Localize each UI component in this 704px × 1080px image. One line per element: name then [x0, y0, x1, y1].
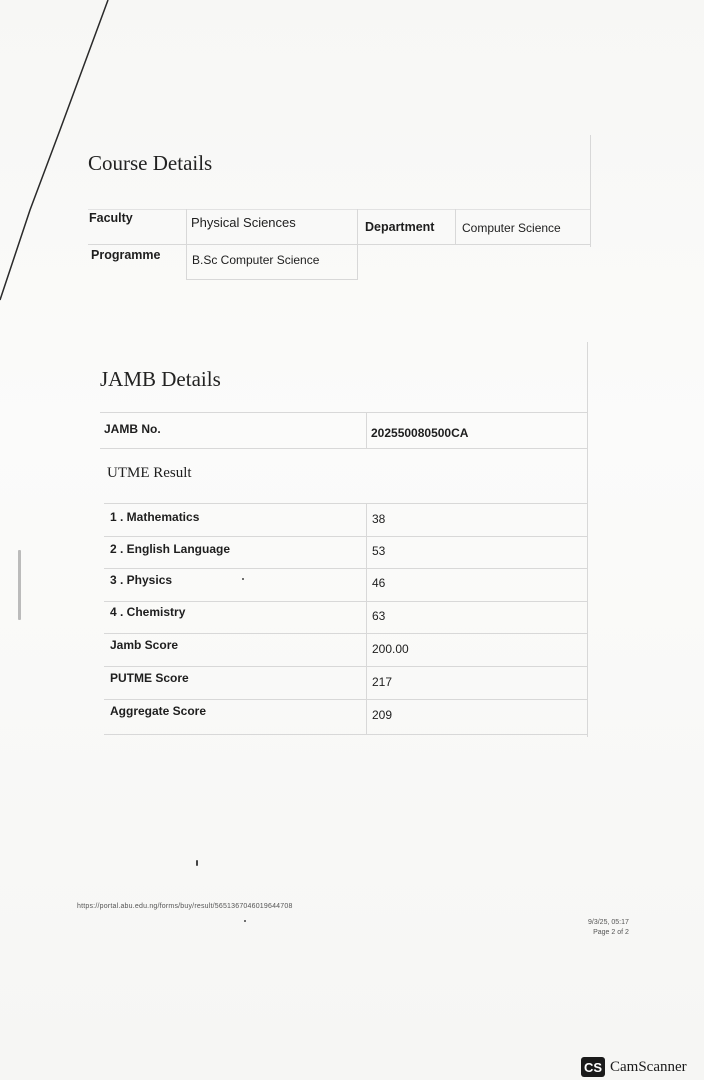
scan-edge-mark: [18, 550, 21, 620]
faculty-value: Physical Sciences: [191, 215, 296, 230]
row-value: 38: [372, 512, 386, 526]
jamb-number-value: 202550080500CA: [371, 426, 469, 440]
scan-speck: [244, 920, 246, 922]
department-label: Department: [365, 220, 435, 234]
faculty-label: Faculty: [89, 211, 133, 225]
divider: [104, 734, 587, 735]
jamb-number-label: JAMB No.: [104, 422, 161, 436]
page-number: Page 2 of 2: [593, 929, 629, 936]
divider: [587, 342, 588, 737]
row-label: 3 . Physics: [110, 573, 173, 587]
divider: [104, 503, 587, 504]
scan-speck: [242, 578, 244, 580]
divider: [104, 633, 587, 634]
camscanner-name: CamScanner: [610, 1058, 687, 1075]
row-value: 200.00: [372, 642, 409, 656]
divider: [104, 536, 587, 537]
divider: [104, 666, 587, 667]
utme-result-heading: UTME Result: [107, 465, 192, 481]
row-value: 217: [372, 675, 393, 689]
row-value: 63: [372, 609, 386, 623]
programme-label: Programme: [91, 248, 161, 262]
divider: [88, 209, 590, 210]
row-label: Aggregate Score: [110, 704, 207, 718]
row-label: PUTME Score: [110, 671, 189, 685]
divider: [455, 209, 456, 245]
row-value: 209: [372, 708, 393, 722]
divider: [186, 279, 358, 280]
course-details-title: Course Details: [88, 151, 213, 175]
camscanner-logo-icon: CS: [581, 1057, 605, 1077]
divider: [366, 503, 367, 735]
divider: [104, 699, 587, 700]
scan-speck: [196, 860, 198, 866]
row-label: 4 . Chemistry: [110, 605, 186, 619]
divider: [88, 244, 590, 245]
row-value: 46: [372, 576, 386, 590]
divider: [366, 412, 367, 448]
row-label: Jamb Score: [110, 638, 179, 652]
row-label: 2 . English Language: [110, 542, 231, 556]
divider: [590, 135, 591, 247]
row-label: 1 . Mathematics: [110, 510, 200, 524]
programme-value: B.Sc Computer Science: [192, 253, 320, 267]
row-value: 53: [372, 544, 386, 558]
footer-url: https://portal.abu.edu.ng/forms/buy/result/5651367046019644708: [77, 903, 293, 910]
jamb-details-title: JAMB Details: [100, 367, 221, 391]
divider: [104, 601, 587, 602]
print-date: 9/3/25, 05:17: [588, 919, 629, 926]
department-value: Computer Science: [462, 221, 561, 235]
divider: [100, 412, 587, 413]
divider: [100, 448, 587, 449]
divider: [104, 568, 587, 569]
camscanner-watermark: [581, 1056, 687, 1078]
footer-date-page: [588, 918, 629, 938]
